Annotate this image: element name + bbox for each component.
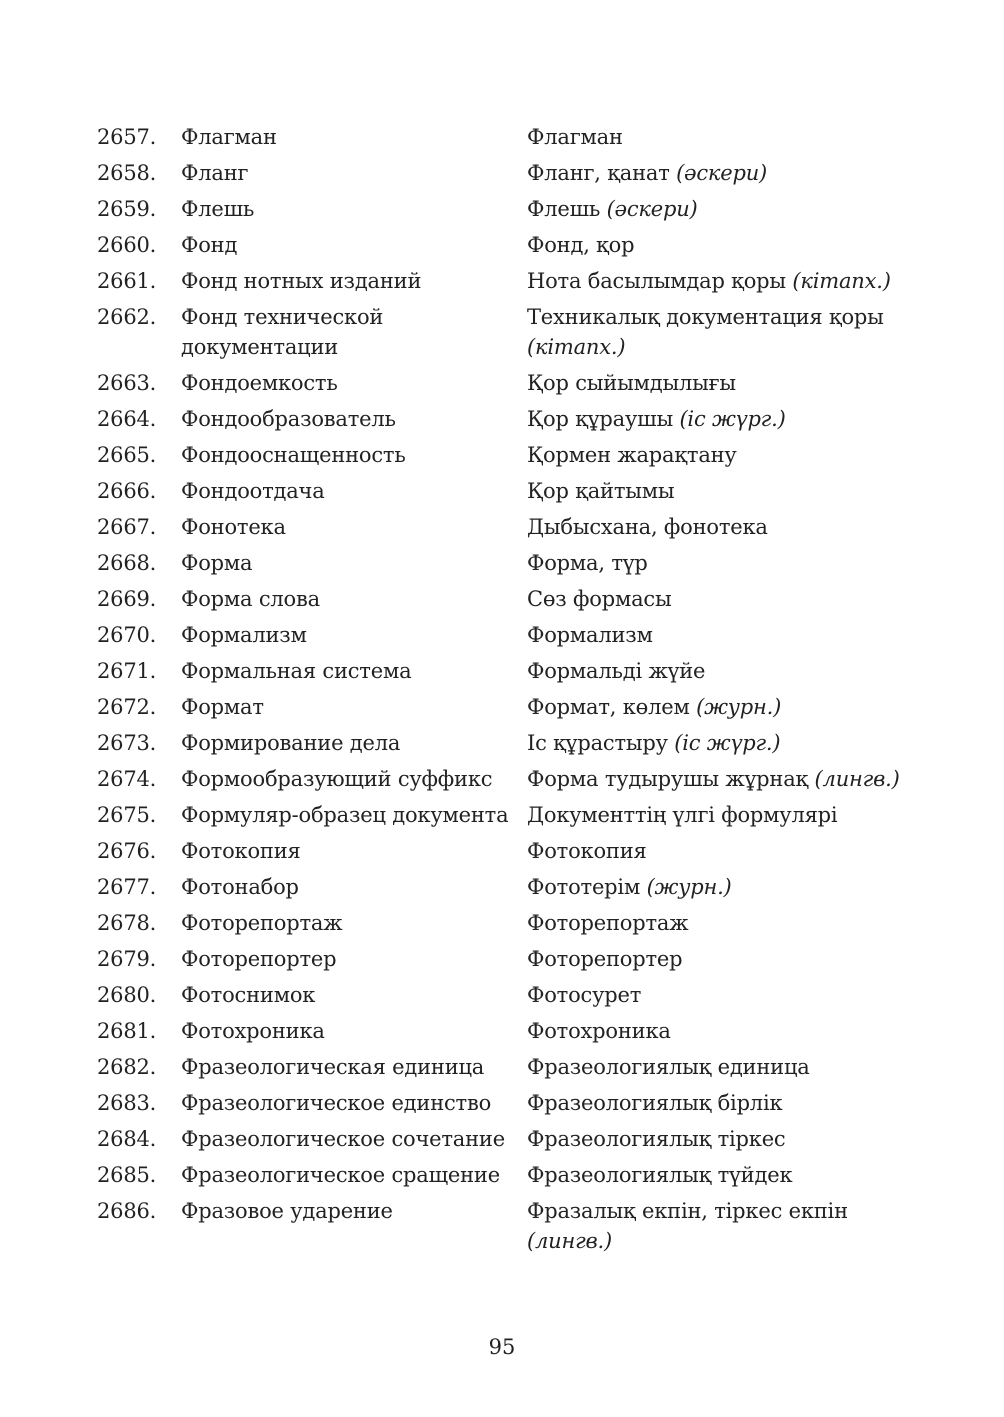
entry-number: 2663. bbox=[97, 371, 157, 395]
kazakh-translation bbox=[527, 1196, 927, 1256]
russian-term: Фотоснимок bbox=[181, 983, 316, 1007]
russian-term: Фондоотдача bbox=[181, 479, 325, 503]
kazakh-term: Флагман bbox=[527, 125, 623, 149]
dictionary-entry bbox=[97, 836, 927, 872]
kazakh-term: Формат, көлем bbox=[527, 695, 697, 719]
russian-term: Фотокопия bbox=[181, 839, 301, 863]
russian-term: Фотонабор bbox=[181, 875, 299, 899]
kazakh-translation bbox=[527, 548, 927, 578]
entry-number: 2681. bbox=[97, 1019, 157, 1043]
kazakh-term: Фразалық екпін, тіркес екпін bbox=[527, 1199, 848, 1223]
dictionary-entry bbox=[97, 302, 927, 368]
dictionary-entry bbox=[97, 122, 927, 158]
russian-term: Формальная система bbox=[181, 659, 412, 683]
dictionary-entry bbox=[97, 908, 927, 944]
russian-term: Фонотека bbox=[181, 515, 286, 539]
domain-note: (әскери) bbox=[676, 161, 768, 185]
entry-number: 2674. bbox=[97, 767, 157, 791]
entry-number: 2684. bbox=[97, 1127, 157, 1151]
dictionary-entry bbox=[97, 584, 927, 620]
domain-note: (іс жүрг.) bbox=[674, 731, 781, 755]
kazakh-translation bbox=[527, 620, 927, 650]
dictionary-entry bbox=[97, 728, 927, 764]
dictionary-entry bbox=[97, 1196, 927, 1262]
domain-note: (журн.) bbox=[646, 875, 732, 899]
entry-number: 2676. bbox=[97, 839, 157, 863]
dictionary-entry bbox=[97, 1016, 927, 1052]
kazakh-translation bbox=[527, 1124, 927, 1154]
russian-term: Фонд технической документации bbox=[181, 305, 384, 359]
entry-number: 2672. bbox=[97, 695, 157, 719]
kazakh-translation bbox=[527, 158, 927, 188]
kazakh-translation bbox=[527, 584, 927, 614]
russian-term: Фондооснащенность bbox=[181, 443, 406, 467]
dictionary-entry bbox=[97, 368, 927, 404]
dictionary-entry bbox=[97, 1160, 927, 1196]
russian-term: Фланг bbox=[181, 161, 249, 185]
dictionary-entry bbox=[97, 404, 927, 440]
domain-note: (әскери) bbox=[606, 197, 698, 221]
kazakh-term: Фразеологиялық единица bbox=[527, 1055, 810, 1079]
dictionary-entry bbox=[97, 548, 927, 584]
entry-number: 2660. bbox=[97, 233, 157, 257]
russian-term: Фонд нотных изданий bbox=[181, 269, 422, 293]
kazakh-term: Қор құраушы bbox=[527, 407, 680, 431]
kazakh-translation bbox=[527, 266, 927, 296]
domain-note: (лингв.) bbox=[527, 1229, 613, 1253]
kazakh-term: Дыбысхана, фонотека bbox=[527, 515, 768, 539]
dictionary-entry bbox=[97, 944, 927, 980]
kazakh-term: Қор қайтымы bbox=[527, 479, 675, 503]
domain-note: (іс жүрг.) bbox=[679, 407, 786, 431]
kazakh-term: Іс құрастыру bbox=[527, 731, 675, 755]
entry-number: 2668. bbox=[97, 551, 157, 575]
russian-term: Формализм bbox=[181, 623, 307, 647]
russian-term: Фразеологическая единица bbox=[181, 1055, 485, 1079]
kazakh-translation bbox=[527, 980, 927, 1010]
russian-term: Формуляр-образец документа bbox=[181, 803, 509, 827]
kazakh-term: Фразеологиялық бірлік bbox=[527, 1091, 783, 1115]
russian-term: Флагман bbox=[181, 125, 277, 149]
page-number: 95 bbox=[488, 1335, 516, 1359]
kazakh-term: Нота басылымдар қоры bbox=[527, 269, 793, 293]
kazakh-translation bbox=[527, 1016, 927, 1046]
kazakh-term: Қормен жарақтану bbox=[527, 443, 737, 467]
kazakh-term: Техникалық документация қоры bbox=[527, 305, 884, 329]
entry-number: 2661. bbox=[97, 269, 157, 293]
kazakh-term: Фотосурет bbox=[527, 983, 642, 1007]
entry-number: 2667. bbox=[97, 515, 157, 539]
entry-number: 2665. bbox=[97, 443, 157, 467]
kazakh-translation bbox=[527, 404, 927, 434]
kazakh-translation bbox=[527, 1088, 927, 1118]
dictionary-entry bbox=[97, 980, 927, 1016]
kazakh-term: Форма, түр bbox=[527, 551, 648, 575]
kazakh-translation bbox=[527, 764, 927, 794]
kazakh-term: Форма тудырушы жұрнақ bbox=[527, 767, 815, 791]
entry-number: 2659. bbox=[97, 197, 157, 221]
domain-note: (кітапх.) bbox=[527, 335, 626, 359]
kazakh-term: Фоторепортер bbox=[527, 947, 683, 971]
dictionary-entries bbox=[97, 122, 927, 1262]
kazakh-translation bbox=[527, 656, 927, 686]
kazakh-translation bbox=[527, 836, 927, 866]
entry-number: 2683. bbox=[97, 1091, 157, 1115]
dictionary-entry bbox=[97, 230, 927, 266]
kazakh-term: Фразеологиялық түйдек bbox=[527, 1163, 793, 1187]
domain-note: (лингв.) bbox=[814, 767, 900, 791]
entry-number: 2675. bbox=[97, 803, 157, 827]
dictionary-entry bbox=[97, 158, 927, 194]
dictionary-entry bbox=[97, 764, 927, 800]
russian-term: Форма слова bbox=[181, 587, 320, 611]
kazakh-translation bbox=[527, 728, 927, 758]
kazakh-term: Флешь bbox=[527, 197, 607, 221]
entry-number: 2678. bbox=[97, 911, 157, 935]
russian-term: Фондообразователь bbox=[181, 407, 396, 431]
entry-number: 2685. bbox=[97, 1163, 157, 1187]
russian-term: Фразеологическое сращение bbox=[181, 1163, 500, 1187]
entry-number: 2662. bbox=[97, 305, 157, 329]
russian-term: Форма bbox=[181, 551, 253, 575]
russian-term: Фразеологическое сочетание bbox=[181, 1127, 505, 1151]
dictionary-entry bbox=[97, 872, 927, 908]
russian-term: Фотохроника bbox=[181, 1019, 325, 1043]
domain-note: (журн.) bbox=[696, 695, 782, 719]
kazakh-translation bbox=[527, 944, 927, 974]
entry-number: 2669. bbox=[97, 587, 157, 611]
russian-term: Фоторепортаж bbox=[181, 911, 343, 935]
russian-term: Флешь bbox=[181, 197, 255, 221]
kazakh-term: Фоторепортаж bbox=[527, 911, 689, 935]
kazakh-term: Формальді жүйе bbox=[527, 659, 706, 683]
russian-term: Фоторепортер bbox=[181, 947, 337, 971]
russian-term: Фразеологическое единство bbox=[181, 1091, 492, 1115]
kazakh-translation bbox=[527, 908, 927, 938]
dictionary-entry bbox=[97, 476, 927, 512]
russian-term: Фонд bbox=[181, 233, 238, 257]
dictionary-entry bbox=[97, 440, 927, 476]
entry-number: 2671. bbox=[97, 659, 157, 683]
kazakh-translation bbox=[527, 440, 927, 470]
kazakh-translation bbox=[527, 368, 927, 398]
kazakh-term: Формализм bbox=[527, 623, 653, 647]
domain-note: (кітапх.) bbox=[792, 269, 891, 293]
dictionary-entry bbox=[97, 656, 927, 692]
kazakh-term: Фразеологиялық тіркес bbox=[527, 1127, 786, 1151]
kazakh-translation bbox=[527, 1052, 927, 1082]
dictionary-entry bbox=[97, 1088, 927, 1124]
kazakh-translation bbox=[527, 512, 927, 542]
kazakh-translation bbox=[527, 122, 927, 152]
entry-number: 2658. bbox=[97, 161, 157, 185]
russian-term: Формирование дела bbox=[181, 731, 401, 755]
russian-term: Фондоемкость bbox=[181, 371, 338, 395]
dictionary-entry bbox=[97, 512, 927, 548]
entry-number: 2673. bbox=[97, 731, 157, 755]
dictionary-entry bbox=[97, 692, 927, 728]
dictionary-entry bbox=[97, 194, 927, 230]
entry-number: 2682. bbox=[97, 1055, 157, 1079]
kazakh-term: Фланг, қанат bbox=[527, 161, 677, 185]
entry-number: 2679. bbox=[97, 947, 157, 971]
entry-number: 2657. bbox=[97, 125, 157, 149]
entry-number: 2677. bbox=[97, 875, 157, 899]
dictionary-entry bbox=[97, 1124, 927, 1160]
kazakh-term: Қор сыйымдылығы bbox=[527, 371, 736, 395]
kazakh-term: Сөз формасы bbox=[527, 587, 672, 611]
kazakh-term: Фонд, қор bbox=[527, 233, 635, 257]
entry-number: 2664. bbox=[97, 407, 157, 431]
kazakh-translation bbox=[527, 800, 927, 830]
kazakh-translation bbox=[527, 302, 927, 362]
russian-term: Формообразующий суффикс bbox=[181, 767, 493, 791]
kazakh-translation bbox=[527, 692, 927, 722]
russian-term: Фразовое ударение bbox=[181, 1199, 393, 1223]
entry-number: 2686. bbox=[97, 1199, 157, 1223]
kazakh-translation bbox=[527, 230, 927, 260]
kazakh-translation bbox=[527, 476, 927, 506]
kazakh-translation bbox=[527, 872, 927, 902]
entry-number: 2680. bbox=[97, 983, 157, 1007]
kazakh-term: Фототерім bbox=[527, 875, 647, 899]
kazakh-term: Фотохроника bbox=[527, 1019, 671, 1043]
entry-number: 2666. bbox=[97, 479, 157, 503]
kazakh-term: Фотокопия bbox=[527, 839, 647, 863]
kazakh-translation bbox=[527, 194, 927, 224]
dictionary-entry bbox=[97, 1052, 927, 1088]
dictionary-entry bbox=[97, 800, 927, 836]
kazakh-translation bbox=[527, 1160, 927, 1190]
entry-number: 2670. bbox=[97, 623, 157, 647]
russian-term: Формат bbox=[181, 695, 264, 719]
dictionary-entry bbox=[97, 266, 927, 302]
dictionary-entry bbox=[97, 620, 927, 656]
kazakh-term: Документтің үлгі формулярі bbox=[527, 803, 838, 827]
